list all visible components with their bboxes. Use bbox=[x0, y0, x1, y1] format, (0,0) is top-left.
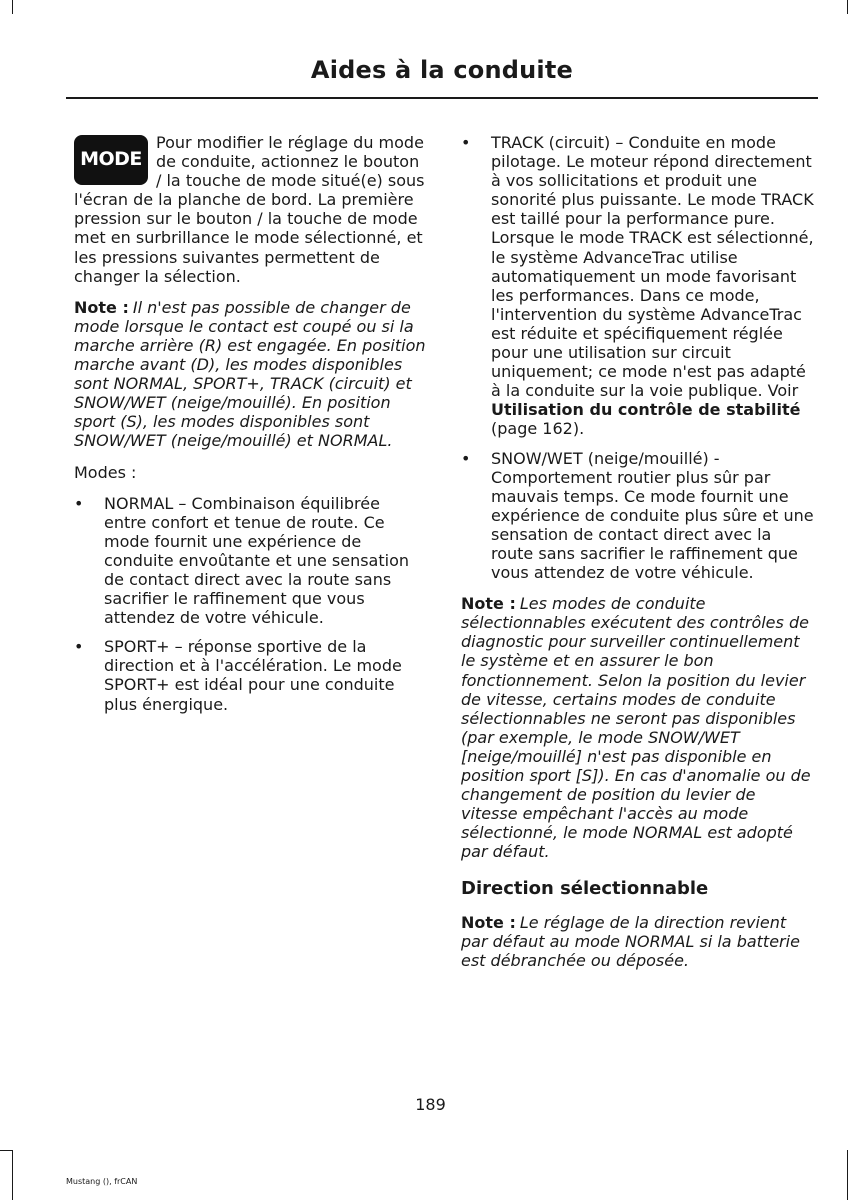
right-column bbox=[461, 133, 815, 982]
list-item-text: SPORT+ – réponse sportive de la direction et à l'accélération. Le mode SPORT+ est idéal pour une conduite plus énergique. bbox=[104, 637, 402, 714]
modes-list bbox=[74, 494, 426, 714]
note-paragraph-3 bbox=[461, 913, 815, 970]
bullet-marker: • bbox=[461, 133, 471, 152]
modes-list-continued bbox=[461, 133, 815, 582]
section-heading: Direction sélectionnable bbox=[461, 878, 709, 900]
note-paragraph-1 bbox=[74, 298, 426, 451]
list-item-text: SNOW/WET (neige/mouillé) - Comportement routier plus sûr par mauvais temps. Ce mode fournit une expérience de conduite plus sûre et une sensation de contact direct avec la route sans sacrifier le raffinement que vous attendez de votre véhicule. bbox=[491, 448, 814, 583]
page-reference: (page 162). bbox=[491, 419, 585, 439]
bullet-marker: • bbox=[74, 493, 84, 513]
crop-mark-bottom-left-v bbox=[12, 1150, 13, 1200]
list-item bbox=[74, 494, 426, 628]
bullet-marker: • bbox=[74, 637, 84, 657]
list-item bbox=[461, 449, 815, 583]
intro-paragraph bbox=[74, 133, 426, 286]
crop-mark-bottom-right-v bbox=[847, 1150, 848, 1200]
page-title: Aides à la conduite bbox=[310, 56, 573, 84]
list-item-text: TRACK (circuit) – Conduite en mode pilotage. Le moteur répond directement à vos sollicitations et produit une sonorité plus puissante. Le mode TRACK est taillé pour la performance pure. Lorsque le mode TRACK est sélectionné, le système AdvanceTrac utilise automatiquement un mode favorisant les performances. Dans ce mode, l'intervention du système AdvanceTrac est réduite et spécifiquement réglée pour une utilisation sur circuit uniquement; ce mode n'est pas adapté à la conduite sur la voie publique. Voir bbox=[491, 133, 814, 401]
mode-button-icon: MODE bbox=[74, 135, 148, 185]
intro-text: Pour modifier le réglage du mode de conduite, actionnez le bouton / la touche de mode situé(e) sous l'écran de la planche de bord. La première pression sur le bouton / la touche de mode met en surbrillance le mode sélectionné, et les pressions suivantes permettent de changer la sélection. bbox=[74, 133, 425, 286]
title-rule bbox=[66, 97, 818, 99]
left-column bbox=[74, 133, 426, 726]
note-text: Le réglage de la direction revient par défaut au mode NORMAL si la batterie est débranchée ou déposée. bbox=[461, 912, 800, 970]
note-label: Note : bbox=[74, 297, 129, 317]
list-item bbox=[461, 133, 815, 439]
list-item bbox=[74, 637, 426, 713]
note-label: Note : bbox=[461, 912, 516, 932]
crop-mark-top-right-v bbox=[847, 0, 848, 14]
footer-code: Mustang (), frCAN bbox=[66, 1177, 138, 1186]
modes-label: Modes : bbox=[74, 462, 137, 482]
list-item-text: NORMAL – Combinaison équilibrée entre confort et tenue de route. Ce mode fournit une expérience de conduite envoûtante et une sensation de contact direct avec la route sans sacrifier le raffinement que vous attendez de votre véhicule. bbox=[104, 493, 409, 628]
note-text: Il n'est pas possible de changer de mode lorsque le contact est coupé ou si la marche arrière (R) est engagée. En position marche avant (D), les modes disponibles sont NORMAL, SPORT+, TRACK (circuit) et SNOW/WET (neige/mouillé). En position sport (S), les modes disponibles sont SNOW/WET (neige/mouillé) et NORMAL. bbox=[74, 297, 426, 451]
note-text: Les modes de conduite sélectionnables exécutent des contrôles de diagnostic pour surveiller continuellement le système et en assurer le bon fonctionnement. Selon la position du levier de vitesse, certains modes de conduite sélectionnables ne seront pas disponibles (par exemple, le mode SNOW/WET [neige/mouillé] n'est pas disponible en position sport [S]). En cas d'anomalie ou de changement de position du levier de vitesse empêchant l'accès au mode sélectionné, le mode NORMAL est adopté par défaut. bbox=[461, 594, 811, 862]
crop-mark-bottom-left-h bbox=[0, 1150, 12, 1151]
bullet-marker: • bbox=[461, 448, 471, 468]
cross-reference-link[interactable]: Utilisation du contrôle de stabilité bbox=[491, 400, 801, 420]
page-number: 189 bbox=[415, 1095, 446, 1114]
note-label: Note : bbox=[461, 594, 516, 614]
crop-mark-top-left-v bbox=[12, 0, 13, 14]
note-paragraph-2 bbox=[461, 594, 815, 861]
